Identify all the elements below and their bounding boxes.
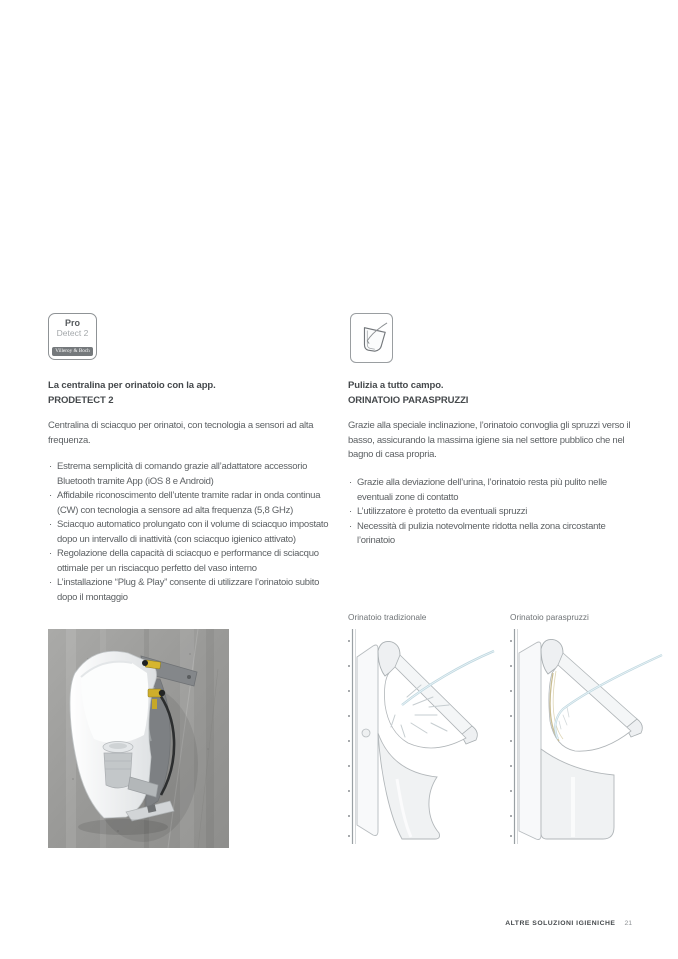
footer-page-number: 21 xyxy=(624,920,632,927)
urinal-sketch-icon xyxy=(356,319,388,357)
left-intro-paragraph: Centralina di sciacquo per orinatoi, con tecnologia a sensori ad alta frequenza. xyxy=(48,420,314,446)
left-heading xyxy=(48,379,334,408)
bullet-item: · Necessità di pulizia notevolmente ridotta nella zona circostante l’orinatoio xyxy=(348,520,610,549)
right-bullet-list xyxy=(348,476,610,549)
illustration-traditional-urinal xyxy=(345,629,497,849)
figure-label-traditional: Orinatoio tradizionale xyxy=(348,612,427,622)
figure-label-paraspruzzi: Orinatoio paraspruzzi xyxy=(510,612,589,622)
badge-title-line2: Detect 2 xyxy=(56,328,89,338)
footer-section-label: ALTRE SOLUZIONI IGIENICHE xyxy=(505,920,616,927)
badge-title-line1: Pro xyxy=(64,318,80,328)
bullet-item: · Estrema semplicità di comando grazie all’adattatore accessorio Bluetooth tramite App (iOS 8 e Android) xyxy=(48,460,338,489)
bullet-item: · Regolazione della capacità di sciacquo e performance di sciacquo ottimale per un risciacquo perfetto del vaso interno xyxy=(48,547,338,576)
wall-section xyxy=(348,629,356,844)
floor-shadow xyxy=(78,819,168,835)
bullet-item: · L’installazione “Plug & Play” consente di utilizzare l’orinatoio subito dopo il montaggio xyxy=(48,576,338,605)
bullet-item: · Sciacquo automatico prolungato con il volume di sciacquo impostato dopo un intervallo di inattività (con sciacquo igienico attivato) xyxy=(48,518,338,547)
left-heading-line2: PRODETECT 2 xyxy=(48,394,114,406)
urinal-pictogram-box xyxy=(350,313,393,363)
product-photo-urinal-installation xyxy=(48,629,229,848)
wall-section xyxy=(510,629,518,844)
bullet-item: · Grazie alla deviazione dell’urina, l’orinatoio resta più pulito nelle eventuali zone di contatto xyxy=(348,476,610,505)
right-intro-paragraph: Grazie alla speciale inclinazione, l’orinatoio convoglia gli spruzzi verso il basso, assicurando la massima igiene sia nel settore pubblico che nel bagno di casa propria. xyxy=(348,420,631,460)
left-heading-line1: La centralina per orinatoio con la app. xyxy=(48,380,216,391)
right-heading xyxy=(348,379,648,408)
illustration-paraspruzzi-urinal xyxy=(507,629,665,849)
back-panel xyxy=(357,645,378,836)
right-heading-line1: Pulizia a tutto campo. xyxy=(348,380,444,391)
panel-drain-hole xyxy=(362,729,370,737)
pedestal-column xyxy=(541,749,614,839)
back-panel xyxy=(519,642,541,840)
page-footer xyxy=(505,920,632,927)
prodetect-badge xyxy=(48,313,97,360)
bullet-item: · L’utilizzatore è protetto da eventuali spruzzi xyxy=(348,505,610,520)
left-bullet-list xyxy=(48,460,338,605)
right-heading-line2: ORINATOIO PARASPRUZZI xyxy=(348,394,469,406)
bullet-item: · Affidabile riconoscimento dell’utente tramite radar in onda continua (CW) con tecnologia a sensore ad alta frequenza (5,8 GHz) xyxy=(48,489,338,518)
pedestal xyxy=(378,733,440,839)
brand-pill: Villeroy & Boch xyxy=(52,347,93,356)
